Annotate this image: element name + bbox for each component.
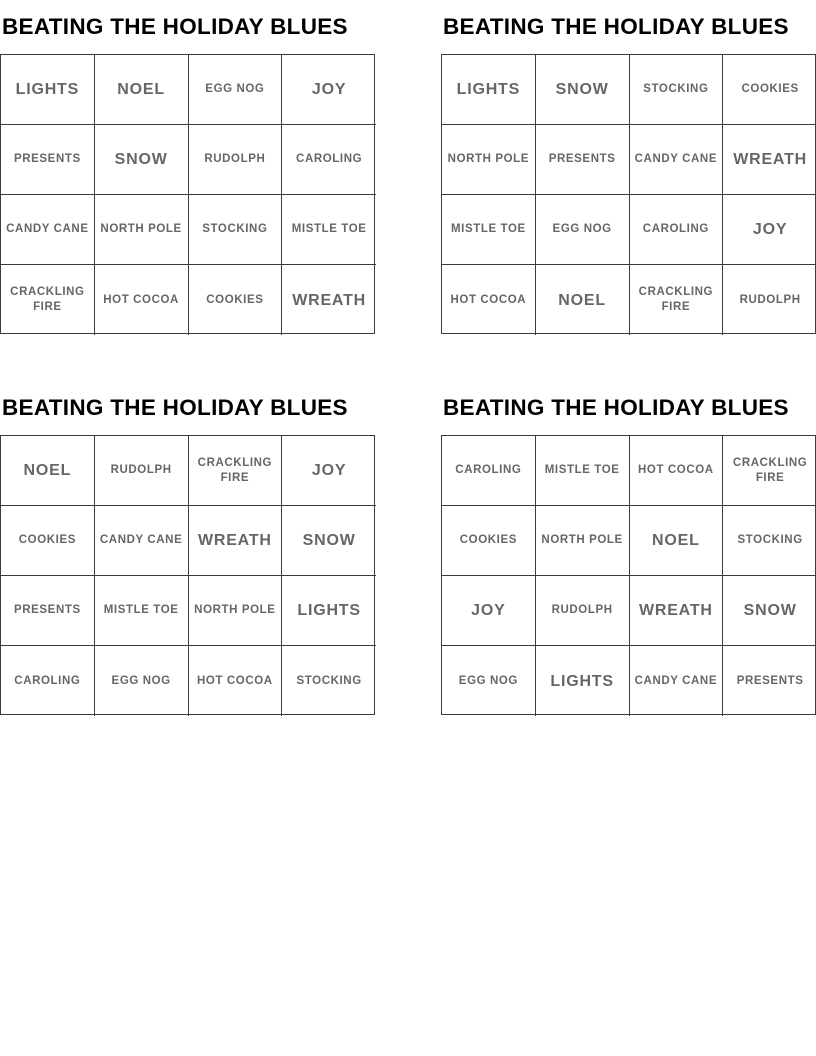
bingo-cell: STOCKING: [189, 195, 283, 265]
bingo-grid: [0, 435, 375, 715]
bingo-cell: CRACKLING FIRE: [1, 265, 95, 335]
bingo-cell: WREATH: [189, 506, 283, 576]
bingo-cell: MISTLE TOE: [536, 436, 630, 506]
bingo-cell: COOKIES: [1, 506, 95, 576]
card-title: BEATING THE HOLIDAY BLUES: [443, 14, 789, 39]
bingo-cell: NORTH POLE: [536, 506, 630, 576]
bingo-cell: COOKIES: [442, 506, 536, 576]
bingo-cell: NORTH POLE: [189, 576, 283, 646]
bingo-cell: RUDOLPH: [189, 125, 283, 195]
bingo-cell: PRESENTS: [736, 674, 804, 687]
bingo-cell: HOT COCOA: [442, 265, 536, 335]
bingo-cell: EGG NOG: [189, 55, 283, 125]
bingo-cell: HOT COCOA: [630, 436, 724, 506]
bingo-card: [441, 0, 816, 334]
bingo-cell: NORTH POLE: [95, 195, 189, 265]
bingo-grid: [0, 54, 375, 334]
bingo-cell: HOT COCOA: [95, 265, 189, 335]
bingo-cell: LIGHTS: [282, 576, 376, 646]
bingo-cell: NOEL: [1, 436, 95, 506]
bingo-cell: SNOW: [536, 55, 630, 125]
bingo-cell: STOCKING: [630, 55, 724, 125]
bingo-cell: CANDY CANE: [630, 125, 724, 195]
bingo-cell: SNOW: [723, 576, 816, 646]
bingo-cell: RUDOLPH: [536, 576, 630, 646]
bingo-cell: MISTLE TOE: [442, 195, 536, 265]
bingo-cell: MISTLE TOE: [282, 195, 376, 265]
bingo-cell: NORTH POLE: [442, 125, 536, 195]
card-title: BEATING THE HOLIDAY BLUES: [443, 395, 789, 420]
bingo-cell: CANDY CANE: [95, 506, 189, 576]
bingo-cell: CAROLING: [282, 125, 376, 195]
bingo-card: [441, 381, 816, 715]
bingo-cell: CAROLING: [442, 436, 536, 506]
bingo-cell: LIGHTS: [442, 55, 536, 125]
card-title: BEATING THE HOLIDAY BLUES: [2, 14, 348, 39]
bingo-cell: EGG NOG: [536, 195, 630, 265]
bingo-cell: RUDOLPH: [95, 436, 189, 506]
bingo-cell: STOCKING: [296, 674, 362, 687]
bingo-cell: RUDOLPH: [739, 293, 801, 306]
bingo-cell: LIGHTS: [1, 55, 95, 125]
bingo-grid: [441, 54, 816, 334]
bingo-cell: PRESENTS: [1, 576, 95, 646]
bingo-cell: EGG NOG: [95, 646, 189, 716]
bingo-cell: COOKIES: [189, 265, 283, 335]
bingo-cell: EGG NOG: [442, 646, 536, 716]
bingo-card: [0, 0, 375, 334]
bingo-cell: PRESENTS: [1, 125, 95, 195]
bingo-cell: LIGHTS: [536, 646, 630, 716]
bingo-cell: WREATH: [630, 576, 724, 646]
bingo-card: [0, 381, 375, 715]
bingo-cell: JOY: [282, 436, 376, 506]
bingo-cell: WREATH: [292, 291, 367, 309]
bingo-cell: CRACKLING FIRE: [630, 265, 724, 335]
bingo-cell: SNOW: [95, 125, 189, 195]
bingo-cell: CRACKLING FIRE: [723, 436, 816, 506]
bingo-cell: MISTLE TOE: [95, 576, 189, 646]
bingo-cell: NOEL: [536, 265, 630, 335]
bingo-cell: CAROLING: [630, 195, 724, 265]
bingo-cell: COOKIES: [723, 55, 816, 125]
bingo-cell: PRESENTS: [536, 125, 630, 195]
bingo-cell: JOY: [723, 195, 816, 265]
bingo-grid: [441, 435, 816, 715]
bingo-cell: NOEL: [95, 55, 189, 125]
bingo-cell: WREATH: [723, 125, 816, 195]
bingo-cell: CAROLING: [1, 646, 95, 716]
bingo-cell: SNOW: [282, 506, 376, 576]
bingo-cell: CANDY CANE: [630, 646, 724, 716]
card-title: BEATING THE HOLIDAY BLUES: [2, 395, 348, 420]
bingo-cell: CRACKLING FIRE: [189, 436, 283, 506]
bingo-cell: JOY: [282, 55, 376, 125]
bingo-cell: STOCKING: [723, 506, 816, 576]
bingo-cell: CANDY CANE: [1, 195, 95, 265]
bingo-cell: JOY: [442, 576, 536, 646]
bingo-cell: NOEL: [630, 506, 724, 576]
bingo-cell: HOT COCOA: [189, 646, 283, 716]
